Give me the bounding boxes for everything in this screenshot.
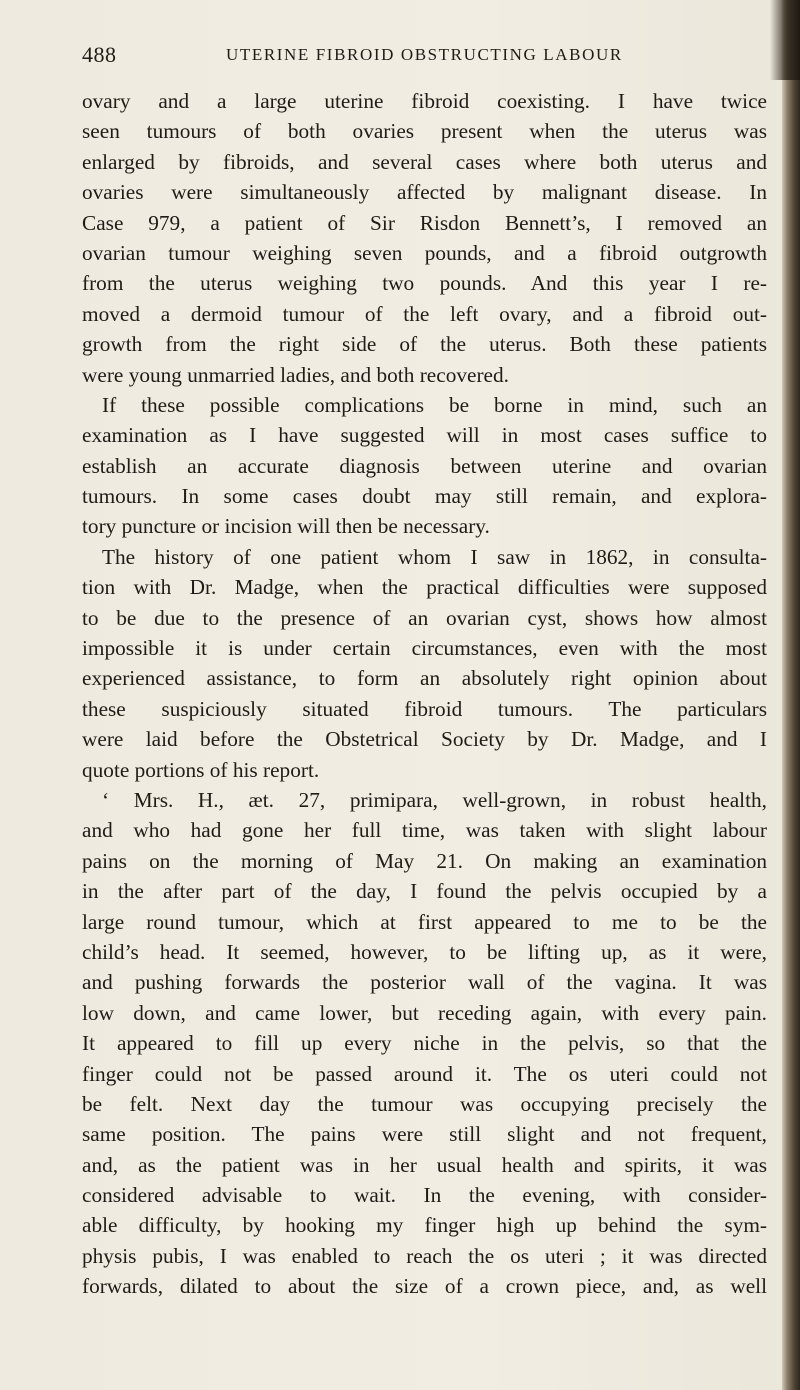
text-line: establish an accurate diagnosis between uterine and ovarian <box>82 453 767 478</box>
text-line: large round tumour, which at first appeared to me to be the <box>82 909 767 934</box>
text-line: It appeared to fill up every niche in the pelvis, so that the <box>82 1031 767 1056</box>
text-line: Case 979, a patient of Sir Risdon Bennett’s, I removed an <box>82 210 767 235</box>
text-line: able difficulty, by hooking my finger high up behind the sym- <box>82 1213 767 1238</box>
text-line: were laid before the Obstetrical Society by Dr. Madge, and I <box>82 727 767 752</box>
text-line: be felt. Next day the tumour was occupying precisely the <box>82 1091 767 1116</box>
body-text <box>82 86 767 1302</box>
text-line: examination as I have suggested will in most cases suffice to <box>82 423 767 448</box>
text-line: tumours. In some cases doubt may still remain, and explora- <box>82 484 767 509</box>
text-line: finger could not be passed around it. The os uteri could not <box>82 1061 767 1086</box>
text-line: enlarged by fibroids, and several cases where both uterus and <box>82 149 767 174</box>
text-line: same position. The pains were still slight and not frequent, <box>82 1122 767 1147</box>
text-line: impossible it is under certain circumstances, even with the most <box>82 636 767 661</box>
text-line: The history of one patient whom I saw in 1862, in consulta- <box>102 544 767 569</box>
text-line: pains on the morning of May 21. On making an examination <box>82 848 767 873</box>
text-line: considered advisable to wait. In the evening, with consider- <box>82 1183 767 1208</box>
text-line: ‘ Mrs. H., æt. 27, primipara, well-grown, in robust health, <box>102 787 767 812</box>
text-line: moved a dermoid tumour of the left ovary, and a fibroid out- <box>82 301 767 326</box>
text-line: growth from the right side of the uterus. Both these patients <box>82 332 767 357</box>
text-line: ovaries were simultaneously affected by malignant disease. In <box>82 180 767 205</box>
page-edge-shadow <box>782 0 800 1390</box>
text-line: child’s head. It seemed, however, to be lifting up, as it were, <box>82 939 767 964</box>
text-line: to be due to the presence of an ovarian cyst, shows how almost <box>82 605 767 630</box>
text-line: and who had gone her full time, was taken with slight labour <box>82 818 767 843</box>
text-line: ovary and a large uterine fibroid coexisting. I have twice <box>82 89 767 113</box>
text-line: and, as the patient was in her usual health and spirits, it was <box>82 1152 767 1177</box>
running-head: UTERINE FIBROID OBSTRUCTING LABOUR <box>226 45 623 64</box>
text-line: low down, and came lower, but receding again, with every pain. <box>82 1000 767 1025</box>
text-line: ovarian tumour weighing seven pounds, and a fibroid outgrowth <box>82 240 767 265</box>
text-line: seen tumours of both ovaries present when the uterus was <box>82 119 767 144</box>
text-line: tion with Dr. Madge, when the practical difficulties were supposed <box>82 575 767 600</box>
text-line: quote portions of his report. <box>82 757 320 782</box>
text-line: tory puncture or incision will then be necessary. <box>82 514 490 539</box>
text-line: were young unmarried ladies, and both recovered. <box>82 362 509 387</box>
text-line: experienced assistance, to form an absolutely right opinion about <box>82 666 767 691</box>
text-line: If these possible complications be borne in mind, such an <box>102 392 767 417</box>
text-line: and pushing forwards the posterior wall of the vagina. It was <box>82 970 767 995</box>
text-line: in the after part of the day, I found the pelvis occupied by a <box>82 879 767 904</box>
text-line: these suspiciously situated fibroid tumours. The particulars <box>82 696 767 721</box>
page-number: 488 <box>82 42 117 67</box>
page-corner-shadow <box>770 0 800 80</box>
text-line: from the uterus weighing two pounds. And this year I re- <box>82 271 767 296</box>
text-line: physis pubis, I was enabled to reach the os uteri ; it was directed <box>82 1243 767 1268</box>
text-line: forwards, dilated to about the size of a crown piece, and, as well <box>82 1274 767 1299</box>
